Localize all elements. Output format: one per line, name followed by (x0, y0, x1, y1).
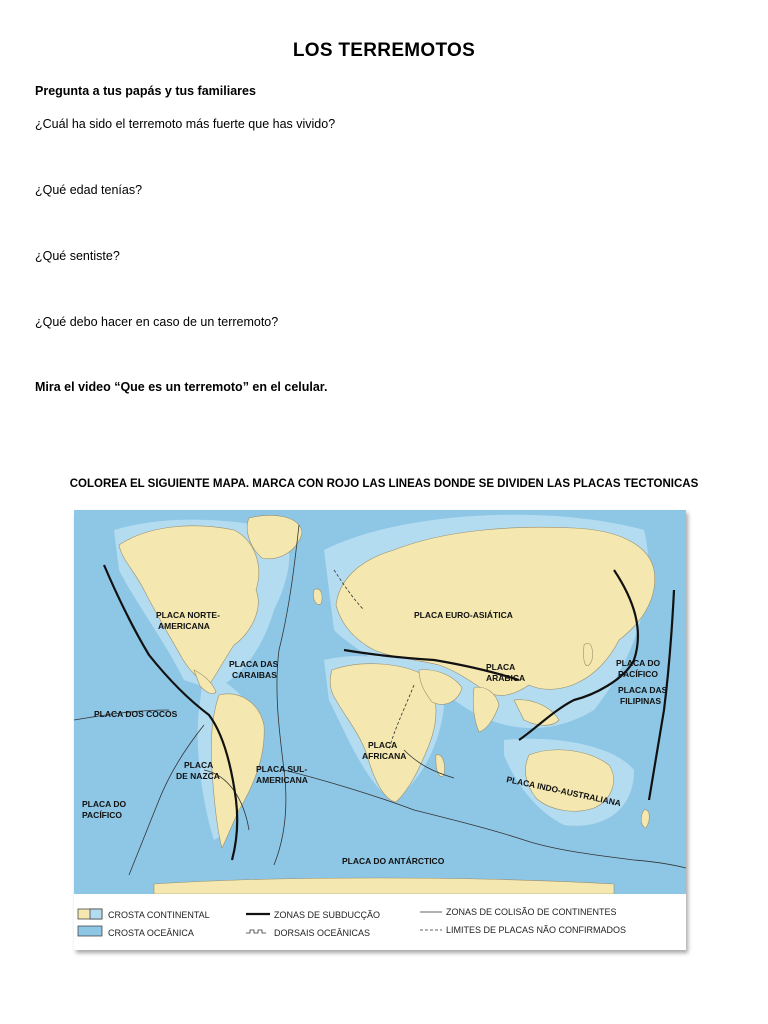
label-pacific-sw-2: PACÍFICO (82, 810, 122, 820)
label-arabian-1: PLACA (486, 662, 516, 672)
video-instruction: Mira el video “Que es un terremoto” en el celular. (35, 380, 328, 394)
legend-oceanic: CROSTA OCEÂNICA (108, 928, 194, 938)
label-euro-asian: PLACA EURO-ASIÁTICA (414, 610, 513, 620)
tectonic-plates-map (74, 510, 686, 950)
question-what-to-do: ¿Qué debo hacer en caso de un terremoto? (35, 315, 279, 329)
question-age: ¿Qué edad tenías? (35, 183, 143, 197)
label-north-american-2: AMERICANA (158, 621, 210, 631)
legend-collision: ZONAS DE COLISÃO DE CONTINENTES (446, 907, 617, 917)
label-cocos: PLACA DOS COCOS (94, 709, 178, 719)
label-pacific-ne-2: PACÍFICO (618, 669, 658, 679)
label-south-american-1: PLACA SUL- (256, 764, 308, 774)
legend-ridges: DORSAIS OCEÂNICAS (274, 928, 371, 938)
label-pacific-ne-1: PLACA DO (616, 658, 661, 668)
question-feeling: ¿Qué sentiste? (35, 249, 120, 263)
label-arabian-2: ARÁBICA (486, 673, 526, 683)
legend-panel (74, 894, 686, 950)
page-title: LOS TERREMOTOS (292, 40, 476, 61)
label-caribbean-2: CARAIBAS (232, 670, 277, 680)
label-african-2: AFRICANA (362, 751, 407, 761)
question-intro: Pregunta a tus papás y tus familiares (35, 84, 256, 98)
legend-continental: CROSTA CONTINENTAL (108, 910, 210, 920)
label-nazca-1: PLACA (184, 760, 214, 770)
label-north-american-1: PLACA NORTE- (156, 610, 220, 620)
label-philippine-2: FILIPINAS (620, 696, 662, 706)
label-south-american-2: AMERICANA (256, 775, 308, 785)
label-philippine-1: PLACA DAS (618, 685, 668, 695)
oceanic-crust-swatch (78, 926, 102, 936)
question-strongest-earthquake: ¿Cuál ha sido el terremoto más fuerte que has vivido? (35, 117, 336, 131)
map-instruction: COLOREA EL SIGUIENTE MAPA. MARCA CON ROJO LAS LINEAS DONDE SE DIVIDEN LAS PLACAS TECTONICAS (69, 478, 699, 490)
label-indo-australian: PLACA INDO-AUSTRALIANA (505, 774, 622, 809)
legend-unconfirmed: LIMITES DE PLACAS NÃO CONFIRMADOS (446, 925, 627, 935)
label-antarctic: PLACA DO ANTÁRCTICO (342, 856, 445, 866)
label-caribbean-1: PLACA DAS (229, 659, 279, 669)
label-nazca-2: DE NAZCA (176, 771, 220, 781)
legend-subduction: ZONAS DE SUBDUCÇÃO (274, 910, 381, 920)
label-pacific-sw-1: PLACA DO (82, 799, 127, 809)
label-african-1: PLACA (368, 740, 398, 750)
japan (584, 643, 593, 666)
